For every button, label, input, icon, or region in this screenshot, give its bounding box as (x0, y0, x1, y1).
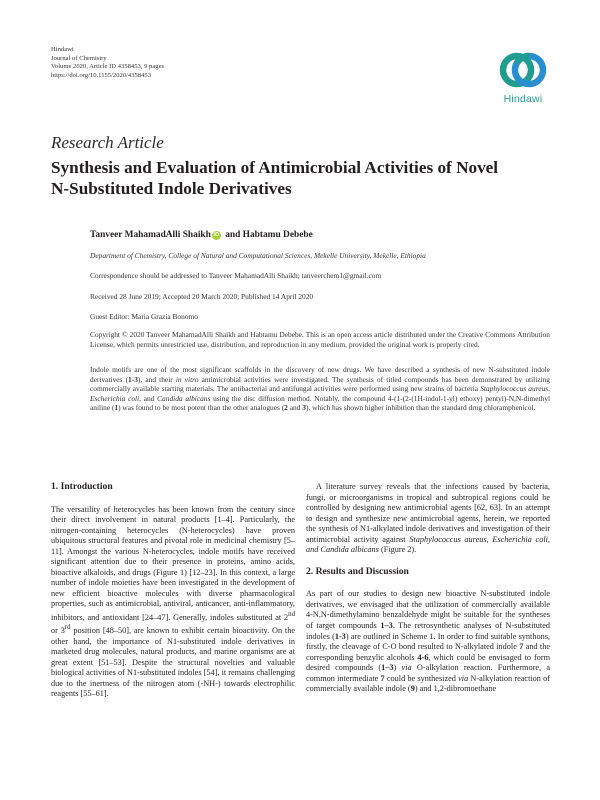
paragraph-text: position [48–50], are known to exhibit certain bioactivity. On the other hand, the importance of N1-substituted indole derivatives in marketed drug molecules, natural products, and marine organisms are at great extent [51–53]. Despite the structural novelties and valuable biological activities of N1-substituted indoles [54], it remains challenging due to the inertness of the nitrogen atom (-NH-) towards electrophilic reagents [55–61]. (51, 626, 295, 699)
compound-ref: 1-3 (128, 374, 138, 384)
publisher-name: Hindawi (51, 46, 74, 53)
title-line-1: Synthesis and Evaluation of Antimicrobial Activities of Novel (51, 158, 499, 177)
compound-ref: 4-6 (417, 652, 429, 662)
compound-ref: 1–3 (381, 663, 394, 673)
abstract-text: Indole motifs are one of the most significant scaffolds in the discovery of new drugs. We have described a synthesis of new N-substituted indole derivatives ( (90, 365, 550, 384)
superscript: nd (288, 611, 295, 619)
paragraph-text: The versatility of heterocycles has been known from the century since their direct involvement in natural products [1–4]. Particularly, the nitrogen-containing heterocycles (N-heterocycles) have proven ubiquitous structural features and pivotal role in medicinal chemistry [5–11]. Amongst the various N-heterocycles, indole motifs have received significant attention due to their presence in proteins, amino acids, bioactive alkaloids, and drugs (Figure 1) [12–23]. In this context, a large number of indole moieties have been investigated in the development of new efficient bioactive molecules with diverse pharmacological properties, such as antimicrobial, antiviral, anticancer, anti-inflammatory, inhibitors, and antioxidant [24–47]. Generally, indoles substituted at 2 (51, 504, 295, 622)
paragraph-text: As part of our studies to design new bioactive N-substituted indole derivatives, we envisaged that the utilization of commercially available 4-N,N-dimethylamino benzaldehyde might be suitable for the syntheses of target compounds (306, 589, 550, 631)
compound-ref: 2 (284, 403, 288, 413)
abstract-text: ), and their (137, 374, 176, 384)
abstract-text: ), which has shown higher inhibition than the standard drug chloramphenicol. (305, 403, 536, 413)
paragraph-text: (Figure 2). (378, 545, 417, 555)
literature-paragraph (306, 482, 550, 556)
abstract-text: ) was found to be most potent than the other analogues ( (118, 403, 285, 413)
affiliation: Department of Chemistry, College of Natural and Computational Sciences, Mekelle University, Mekelle, Ethiopia (90, 251, 426, 260)
title-line-2: N-Substituted Indole Derivatives (51, 179, 292, 198)
paragraph-text: N-alkylation reaction of commercially available indole ( (306, 673, 550, 694)
hindawi-logo (496, 48, 550, 106)
superscript: rd (64, 624, 71, 632)
italic-word: via (458, 673, 469, 683)
logo-wordmark: Hindawi (503, 93, 543, 105)
right-column (306, 482, 550, 695)
compound-ref: 9 (410, 684, 415, 694)
correspondence: Correspondence should be addressed to Tanveer MahamadAlli Shaikh; tanveerchem1@gmail.com (90, 271, 382, 280)
paragraph-text: could be synthesized (384, 673, 459, 683)
abstract-italic: in vitro (175, 374, 199, 384)
paragraph-text: ) and 1,2-dibromoethane (414, 684, 497, 694)
article-type: Research Article (51, 133, 164, 152)
left-column (51, 482, 295, 700)
author-1[interactable]: Tanveer MahamadAlli Shaikh (90, 230, 211, 240)
paragraph-text: , which could be envisaged to form desired compounds ( (306, 652, 550, 673)
hindawi-logo-icon (498, 48, 548, 92)
intro-paragraph (51, 505, 295, 700)
paragraph-text: ) are outlined in Scheme 1. In order to find suitable synthons, firstly, the cleavage of C-O bond resulted to N-alkylated indole (306, 631, 550, 652)
paragraph-text: or 3 (51, 626, 65, 636)
volume-info: Volume 2020, Article ID 4358453, 9 pages (51, 63, 165, 71)
abstract-text: using the disc diffusion method. Notably, the compound 4-(1-(2-(1H-indol-1-yl) ethoxy) pentyl)-N,N-dimethyl aniline ( (90, 393, 550, 413)
orcid-icon[interactable]: iD (213, 232, 220, 238)
compound-ref: 1-3 (334, 631, 346, 641)
paragraph-text: and the corresponding benzylic alcohols (306, 642, 550, 662)
section-heading-results: 2. Results and Discussion (306, 565, 409, 577)
compound-ref: 3 (302, 403, 306, 413)
journal-name: Journal of Chemistry (51, 54, 107, 62)
abstract (90, 365, 550, 413)
guest-editor: Guest Editor: Maria Grazia Bonomo (90, 312, 198, 321)
compound-ref: 7 (380, 673, 385, 683)
author-list (90, 230, 313, 240)
abstract-italic: Candida albicans (157, 393, 211, 403)
paragraph-text: O-alkylation reaction. Furthermore, a common intermediate (306, 663, 550, 683)
abstract-italic: Staphylococcus aureus, Escherichia coli, (90, 384, 550, 403)
journal-meta (51, 46, 164, 80)
italic-word: via (401, 663, 412, 673)
section-heading-introduction: 1. Introduction (51, 481, 113, 492)
paragraph-text: ) (393, 663, 402, 673)
article-title (51, 157, 551, 199)
doi-link[interactable]: https://doi.org/10.1155/2020/4358453 (51, 71, 152, 79)
abstract-text: antimicrobial activities were investigated. The synthesis of titled compounds has been demonstrated by utilizing commercially available starting materials. The antibacterial and antifungal activities were performed using new strains of bacteria (90, 374, 550, 394)
compound-ref: 1 (114, 403, 119, 413)
species-names: Staphylococcus aureus, Escherichia coli, and Candida albicans (306, 534, 550, 555)
copyright-notice: Copyright © 2020 Tanveer MahamadAlli Shaikh and Habtamu Debebe. This is an open access article distributed under the Creative Commons Attribution License, which permits unrestricted use, distribution, and reproduction in any medium, provided the original work is properly cited. (90, 330, 550, 349)
publication-dates: Received 28 June 2019; Accepted 20 March 2020; Published 14 April 2020 (90, 292, 314, 301)
paragraph-text: . The retrosynthetic analyses of N-substituted indoles ( (306, 621, 550, 641)
compound-ref: 7 (519, 642, 524, 652)
author-2[interactable]: and Habtamu Debebe (222, 230, 313, 240)
abstract-text: and (140, 393, 158, 403)
abstract-text: and (287, 403, 303, 413)
results-paragraph (306, 589, 550, 694)
paragraph-text: A literature survey reveals that the infections caused by bacteria, fungi, or microorganisms in tropical and subtropical regions could be controlled by designing new antimicrobial agents [62, 63]. In an attempt to design and synthesize new antimicrobial agents, herein, we reported the synthesis of N1-alkylated indole derivatives and investigation of their antimicrobial activity against (306, 482, 550, 544)
compound-ref: 1–3 (380, 621, 393, 631)
